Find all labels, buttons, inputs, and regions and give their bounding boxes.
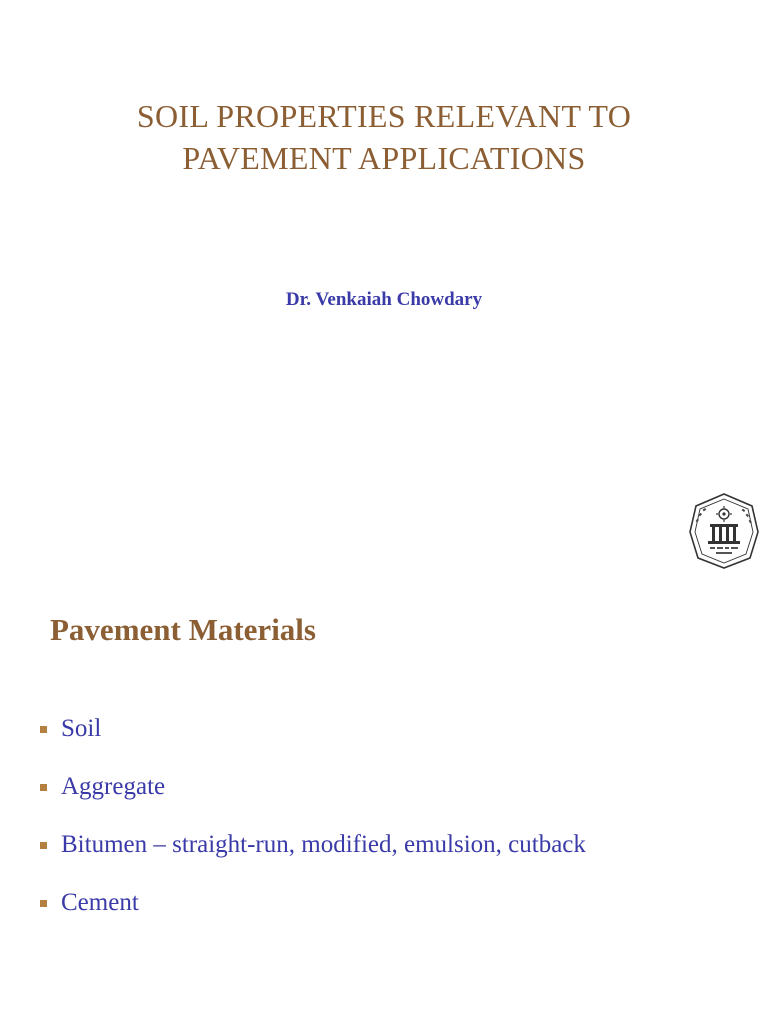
list-item	[40, 714, 586, 772]
content-slide	[0, 580, 768, 1024]
list-item-text: Bitumen – straight-run, modified, emulsion, cutback	[61, 831, 586, 858]
materials-list	[40, 714, 586, 946]
square-bullet-icon	[40, 726, 47, 733]
list-item-text: Cement	[61, 889, 139, 916]
slide-title	[0, 95, 768, 179]
list-item	[40, 772, 586, 830]
list-item-text: Aggregate	[61, 773, 166, 800]
square-bullet-icon	[40, 784, 47, 791]
section-heading: Pavement Materials	[50, 612, 316, 647]
slide-title-line-1: SOIL PROPERTIES RELEVANT TO	[136, 98, 632, 135]
author-name: Dr. Venkaiah Chowdary	[285, 289, 483, 310]
list-item	[40, 888, 586, 946]
list-item-text: Soil	[61, 715, 102, 742]
institute-seal-icon	[686, 492, 762, 570]
slide-title-line-2: PAVEMENT APPLICATIONS	[182, 140, 586, 177]
square-bullet-icon	[40, 842, 47, 849]
list-item	[40, 830, 586, 888]
square-bullet-icon	[40, 900, 47, 907]
